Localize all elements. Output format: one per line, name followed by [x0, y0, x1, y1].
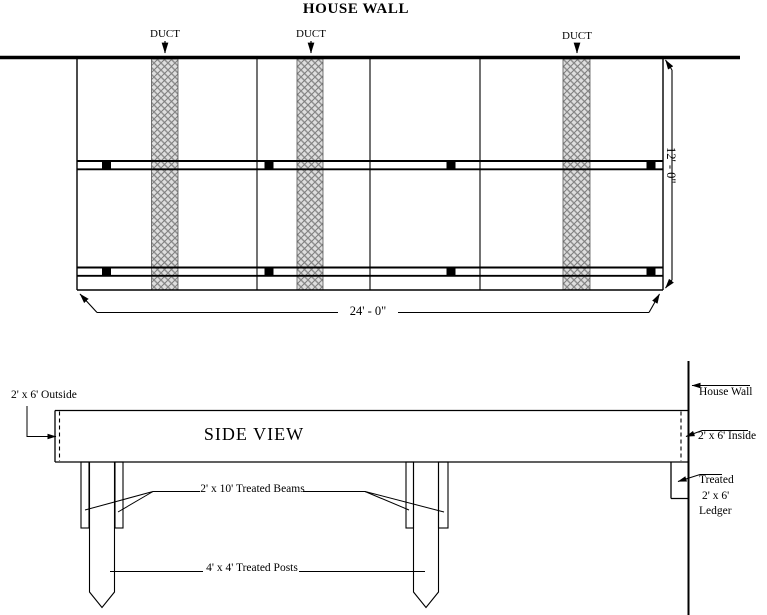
plan-title: HOUSE WALL — [302, 1, 410, 17]
ledger-label-line2: 2' x 6' — [702, 489, 730, 502]
duct-label-1: DUCT — [150, 28, 180, 40]
joist-lines — [257, 59, 480, 290]
ledger-label-line3: Ledger — [699, 505, 732, 517]
ledger-label-line1: Treated — [699, 474, 734, 486]
duct-columns — [152, 59, 591, 290]
inside-joist-label: 2' x 6' Inside — [698, 430, 757, 442]
right-beam-back — [439, 462, 449, 528]
left-post-assembly — [81, 462, 123, 608]
left-beam-front — [81, 462, 89, 528]
ledger-outline — [671, 462, 689, 499]
right-post-assembly — [406, 462, 448, 608]
duct-column-3 — [563, 59, 590, 290]
left-post — [90, 462, 115, 608]
right-post — [414, 462, 439, 608]
band-joist-dashed-lines — [60, 412, 682, 462]
duct-label-3: DUCT — [562, 30, 592, 42]
outside-joist-leader — [27, 406, 56, 437]
duct-column-1 — [152, 59, 179, 290]
right-beam-front — [406, 462, 414, 528]
height-dimension-label: 12' - 0" — [664, 147, 678, 184]
ledger-label — [699, 473, 734, 520]
duct-column-2 — [297, 59, 323, 290]
side-view-title: SIDE VIEW — [203, 424, 305, 444]
posts-label: 4' x 4' Treated Posts — [206, 562, 298, 574]
leader-lines — [27, 386, 753, 572]
duct-arrows — [165, 41, 577, 53]
deck-band — [55, 411, 689, 463]
width-dimension-label: 24' - 0" — [349, 304, 387, 318]
side-view — [27, 361, 753, 615]
house-wall-label: House Wall — [699, 386, 753, 398]
plan-view — [0, 41, 740, 313]
beams-label: 2' x 10' Treated Beams — [200, 483, 305, 495]
left-beam-back — [115, 462, 123, 528]
outside-joist-label: 2' x 6' Outside — [11, 389, 77, 401]
duct-label-2: DUCT — [296, 28, 326, 40]
